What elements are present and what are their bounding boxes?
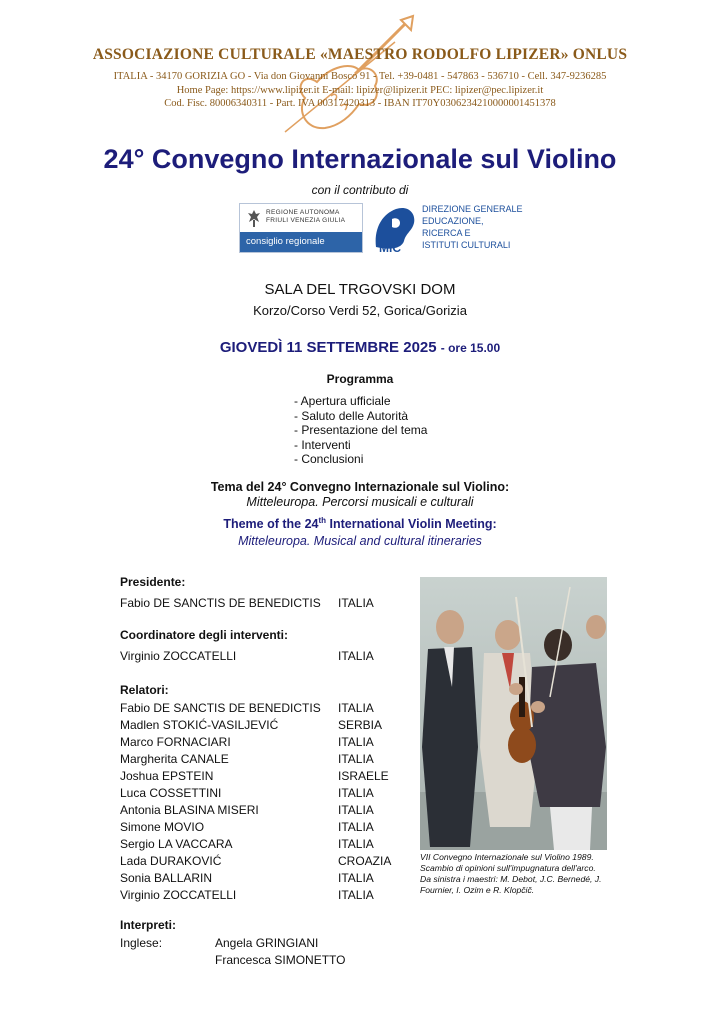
speaker-name: Virginio ZOCCATELLI [120,888,237,902]
photo-caption-line4: Fournier, I. Ozim e R. Klopčič. [420,885,535,895]
page-title: 24° Convegno Internazionale sul Violino [103,144,617,174]
theme-en-heading-sup: th [318,516,327,525]
organization-contacts: Home Page: https://www.lipizer.it E-mail: lipizer@lipizer.it PEC: lipizer@pec.lipizer.it [176,85,544,96]
speaker-country: ITALIA [338,752,374,766]
event-time: - ore 15.00 [440,341,501,355]
coordinator-name: Virginio ZOCCATELLI [120,649,237,663]
speaker-row [120,735,420,750]
coordinator-row [120,649,420,664]
mic-logo-line4: ISTITUTI CULTURALI [422,240,511,250]
photo-caption-line3: Da sinistra i maestri: M. Debot, J.C. Bernedé, J. [420,874,602,884]
interpreter-name: Angela GRINGIANI [215,936,319,950]
president-name: Fabio DE SANCTIS DE BENEDICTIS [120,596,321,610]
speaker-country: CROAZIA [338,854,392,868]
interpreter-row [120,936,420,951]
programme-title: Programma [326,372,394,386]
speaker-row [120,752,420,767]
programme-item: - Interventi [294,437,351,452]
speaker-name: Fabio DE SANCTIS DE BENEDICTIS [120,701,321,715]
speaker-row [120,803,420,818]
speaker-name: Simone MOVIO [120,820,205,834]
speaker-country: ISRAELE [338,769,389,783]
speaker-country: ITALIA [338,735,374,749]
president-country: ITALIA [338,596,374,610]
speaker-row [120,769,420,784]
region-logo-line1: REGIONE AUTONOMA [266,209,340,216]
speaker-name: Madlen STOKIĆ-VASILJEVIĆ [120,718,279,732]
mic-logo-line1: DIREZIONE GENERALE [422,204,523,214]
venue-hall: SALA DEL TRGOVSKI DOM [264,281,456,298]
theme-en-heading-pre: Theme of the 24 [223,517,319,532]
theme-it-heading: Tema del 24° Convegno Internazionale sul Violino: [210,480,510,494]
speaker-name: Joshua EPSTEIN [120,769,214,783]
mic-logo-line2: EDUCAZIONE, [422,216,484,226]
theme-en-text: Mitteleuropa. Musical and cultural itineraries [238,534,482,548]
photo-caption-line2: Scambio di opinioni sull'impugnatura dell'arco. [420,863,596,873]
mic-logo-line3: RICERCA E [422,228,471,238]
speaker-country: ITALIA [338,820,374,834]
mic-emblem-icon [370,201,420,255]
interpreters-label: Interpreti: [120,918,177,932]
speaker-name: Luca COSSETTINI [120,786,222,800]
programme-item: - Saluto delle Autorità [294,408,409,423]
speaker-row [120,786,420,801]
speaker-name: Sonia BALLARIN [120,871,213,885]
organization-address: ITALIA - 34170 GORIZIA GO - Via don Giovanni Bosco 91 - Tel. +39-0481 - 547863 - 536710 - Cell. 347-9236285 [113,71,607,82]
speaker-country: SERBIA [338,718,383,732]
programme-item: - Apertura ufficiale [294,394,391,408]
photo-caption-line1: VII Convegno Internazionale sul Violino 1989. [420,852,594,862]
speaker-row [120,701,420,716]
region-logo-band: consiglio regionale [240,232,362,252]
event-date [0,339,720,356]
speakers-label: Relatori: [120,683,169,697]
interpreter-language: Inglese: [120,936,163,950]
interpreter-row [120,953,420,968]
president-label: Presidente: [120,575,186,589]
region-logo-line2: FRIULI VENEZIA GIULIA [266,216,346,224]
speaker-name: Margherita CANALE [120,752,229,766]
theme-it-text: Mitteleuropa. Percorsi musicali e culturali [246,495,474,509]
speaker-name: Lada DURAKOVIĆ [120,854,222,868]
programme-list [294,394,427,467]
president-row [120,596,420,611]
speaker-row [120,820,420,835]
coordinator-label: Coordinatore degli interventi: [120,628,289,642]
speaker-country: ITALIA [338,786,374,800]
speaker-country: ITALIA [338,701,374,715]
speaker-row [120,871,420,886]
speaker-row [120,888,420,903]
theme-en-heading-post: International Violin Meeting: [326,517,497,532]
coordinator-country: ITALIA [338,649,374,663]
photo-caption [420,852,610,896]
speaker-country: ITALIA [338,871,374,885]
organization-fiscal-info: Cod. Fisc. 80006340311 - Part. IVA 00317420313 - IBAN IT70Y0306234210000001451378 [164,98,556,109]
speaker-row [120,718,420,733]
theme-en-heading [0,516,720,531]
mic-acronym: MiC [379,241,401,255]
eagle-icon [246,208,262,228]
programme-item: - Presentazione del tema [294,423,428,438]
speaker-row [120,854,420,869]
mic-logo [370,201,530,255]
organization-name: ASSOCIAZIONE CULTURALE «MAESTRO RODOLFO LIPIZER» ONLUS [92,46,628,63]
speaker-name: Sergio LA VACCARA [120,837,233,851]
speaker-country: ITALIA [338,837,374,851]
interpreter-name: Francesca SIMONETTO [215,953,346,967]
venue-address: Korzo/Corso Verdi 52, Gorica/Gorizia [253,303,467,318]
event-day: GIOVEDÌ 11 SETTEMBRE 2025 [219,339,437,356]
contribution-label: con il contributo di [311,183,409,197]
speaker-row [120,837,420,852]
speaker-name: Antonia BLASINA MISERI [120,803,259,817]
regional-council-logo [239,203,363,253]
speaker-country: ITALIA [338,803,374,817]
speaker-country: ITALIA [338,888,374,902]
programme-item: - Conclusioni [294,452,364,467]
historic-photo [420,577,607,850]
speaker-name: Marco FORNACIARI [120,735,231,749]
